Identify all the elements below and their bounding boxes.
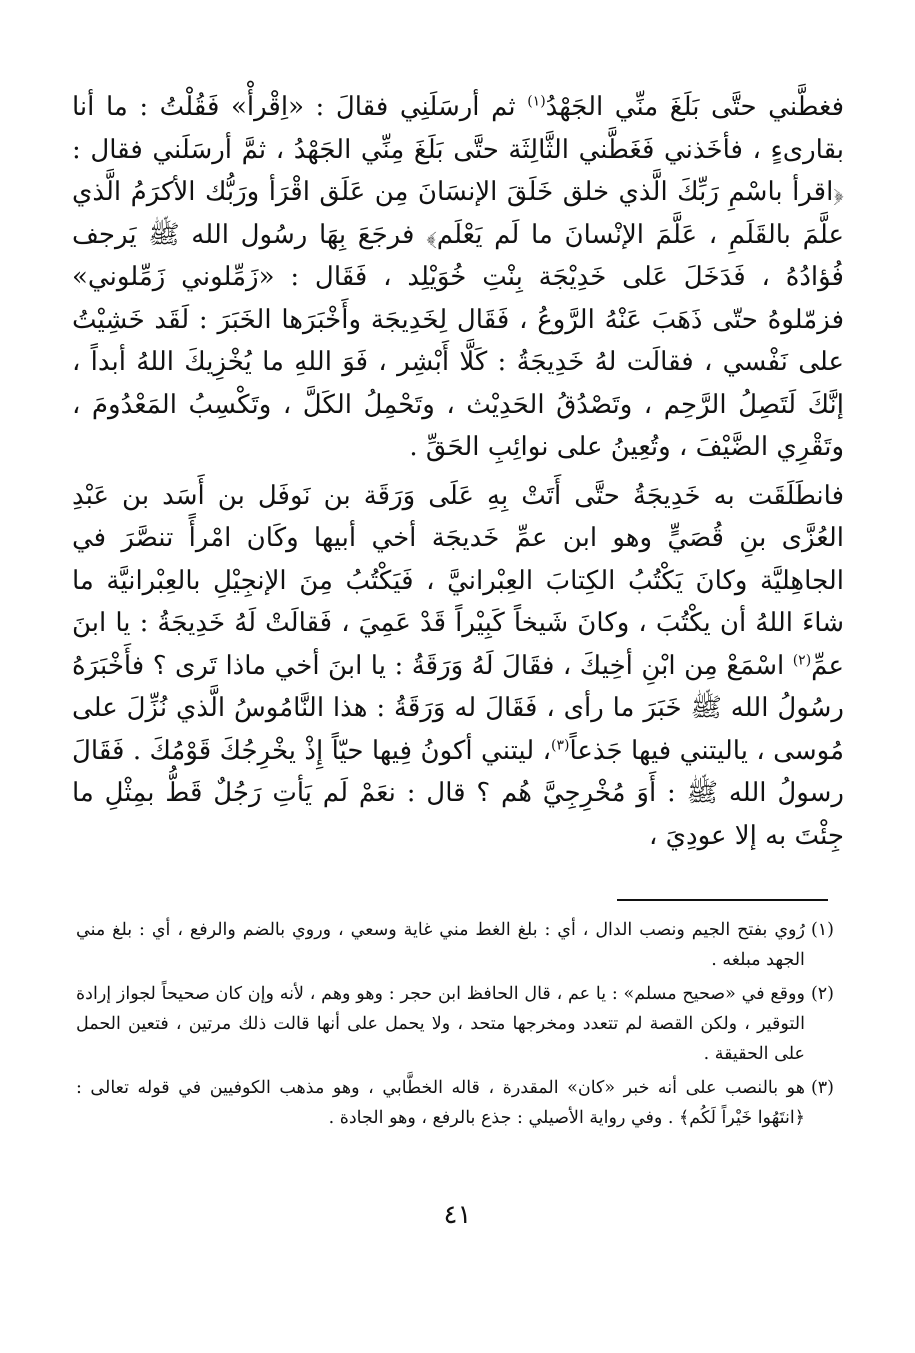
paragraph-1-text-b: ثم أرسَلَنِي فقالَ : «اِقْرأْ» فَقُلْتُ : ما أنا بقارىءٍ ، فأخَذني فَغَطَّني الثَّالِثَة حتَّى بَلَغَ مِنِّي الجَهْدُ ، ثمَّ أرسَلَني فقال : ﴿اقرأ باسْمِ رَبِّكَ الَّذي خلق خَلَقَ الإنسَانَ مِن عَلَق اقْرَأ ورَبُّك الأكرَمُ الَّذي علَّمَ بالقَلَمِ ، عَلَّمَ الإنْسانَ ما لَم يَعْلَم﴾ فرجَعَ بِهَا رسُول الله ﷺ يَرجف فُؤادُهُ ، فَدَخَلَ عَلى خَدِيْجَة بِنْتِ خُوَيْلِد ، فَقَال : «زَمِّلوني زَمِّلوني» فزمّلوهُ حتّى ذَهَبَ عَنْهُ الرَّوعُ ، فَقَال لِخَدِيجَة وأَخْبَرَها الخَبَرَ : لَقَد خَشِيْتُ على نَفْسي ، فقالَت لهُ خَدِيجَةُ : كَلَّا أَبْشِر ، فَوَ اللهِ ما يُخْزِيكَ اللهُ أبداً ، إنَّكَ لَتَصِلُ الرَّحِم ، وتَصْدُقُ الحَدِيْث ، وتَحْمِلُ الكَلَّ ، وتَكْسِبُ المَعْدُومَ ، وتَقْرِي الضَّيْفَ ، وتُعِينُ على نوائِبِ الحَقِّ .	[72, 92, 844, 462]
paragraph-1	[72, 86, 844, 469]
paragraph-2	[72, 475, 844, 858]
paragraph-2-text-a: فانطَلَقَت به خَدِيجَةُ حتَّى أَتَتْ بِهِ عَلَى وَرَقَة بن نَوفَل بن أَسَد بن عَبْدِ العُزَّى بنِ قُصَيٍّ وهو ابن عمِّ خَديجَة أخي أبيها وكَان امْرأً تنصَّرَ في الجاهِليَّة وكانَ يَكْتُبُ الكِتابَ العِبْرانيَّ ، فَيَكْتُبُ مِنَ الإنجِيْلِ بالعِبْرانيَّة ما شاءَ اللهُ أن يكْتُبَ ، وكانَ شَيخاً كَبِيْراً قَدْ عَمِيَ ، فَقالَتْ لَهُ خَدِيجَةُ : يا ابنَ عمِّ	[72, 480, 844, 681]
footnote-3	[76, 1073, 834, 1133]
paragraph-2-text-b: اسْمَعْ مِن ابْنِ أخِيكَ ، فقَالَ لَهُ وَرَقَةُ : يا ابنَ أخي ماذا تَرى ؟ فأَخْبَرَهُ رسُولُ الله ﷺ خَبَرَ ما رأى ، فَقَالَ له وَرَقَةُ : هذا النَّامُوسُ الَّذي نُزِّلَ على مُوسى ، ياليتني فيها جَذعاً	[72, 650, 844, 766]
footnote-ref-1: (١)	[527, 93, 546, 110]
footnote-2	[76, 979, 834, 1069]
footnote-1-text: رُوي بفتح الجيم ونصب الدال ، أي : بلغ الغط مني غاية وسعي ، وروي بالضم والرفع ، أي : بلغ مني الجهد مبلغه .	[76, 920, 805, 970]
footnotes	[76, 915, 834, 1137]
main-text	[72, 86, 844, 857]
footnote-1-number: (١)	[810, 920, 834, 940]
footnote-2-text: ووقع في «صحيح مسلم» : يا عم ، قال الحافظ ابن حجر : وهو وهم ، لأنه وإن كان صحيحاً لجواز إرادة التوقير ، ولكن القصة لم تتعدد ومخرجها متحد ، ولا يحمل على أنها قالت ذلك مرتين ، فتعين الحمل على الحقيقة .	[76, 984, 805, 1064]
page-number: ٤١	[443, 1200, 472, 1230]
footnote-ref-2: (٢)	[792, 651, 812, 668]
footnote-3-text: هو بالنصب على أنه خبر «كان» المقدرة ، قاله الخطَّابي ، وهو مذهب الكوفيين في قوله تعالى : ﴿انتَهُوا خَيْراً لَكُم﴾ . وفي رواية الأصيلي : جذع بالرفع ، وهو الجادة .	[76, 1078, 805, 1128]
footnote-2-number: (٢)	[810, 984, 834, 1004]
footnote-1	[76, 915, 834, 975]
footnote-ref-3: (٣)	[551, 736, 570, 753]
paragraph-2-text-c: ، ليتني أكونُ فِيها حيّاً إِذْ يخْرِجُكَ قَوْمُكَ . فَقَالَ رسولُ الله ﷺ : أَوَ مُخْرِجِيَّ هُم ؟ قال : نعَمْ لَم يَأتِ رَجُلٌ قَطُّ بمِثْلِ ما جِئْتَ به إلا عودِيَ ،	[72, 735, 844, 851]
paragraph-1-text-a: فغطَّني حتَّى بَلَغَ منِّي الجَهْدُ	[545, 92, 844, 122]
footnote-divider	[617, 899, 828, 901]
footnote-3-number: (٣)	[810, 1078, 834, 1098]
